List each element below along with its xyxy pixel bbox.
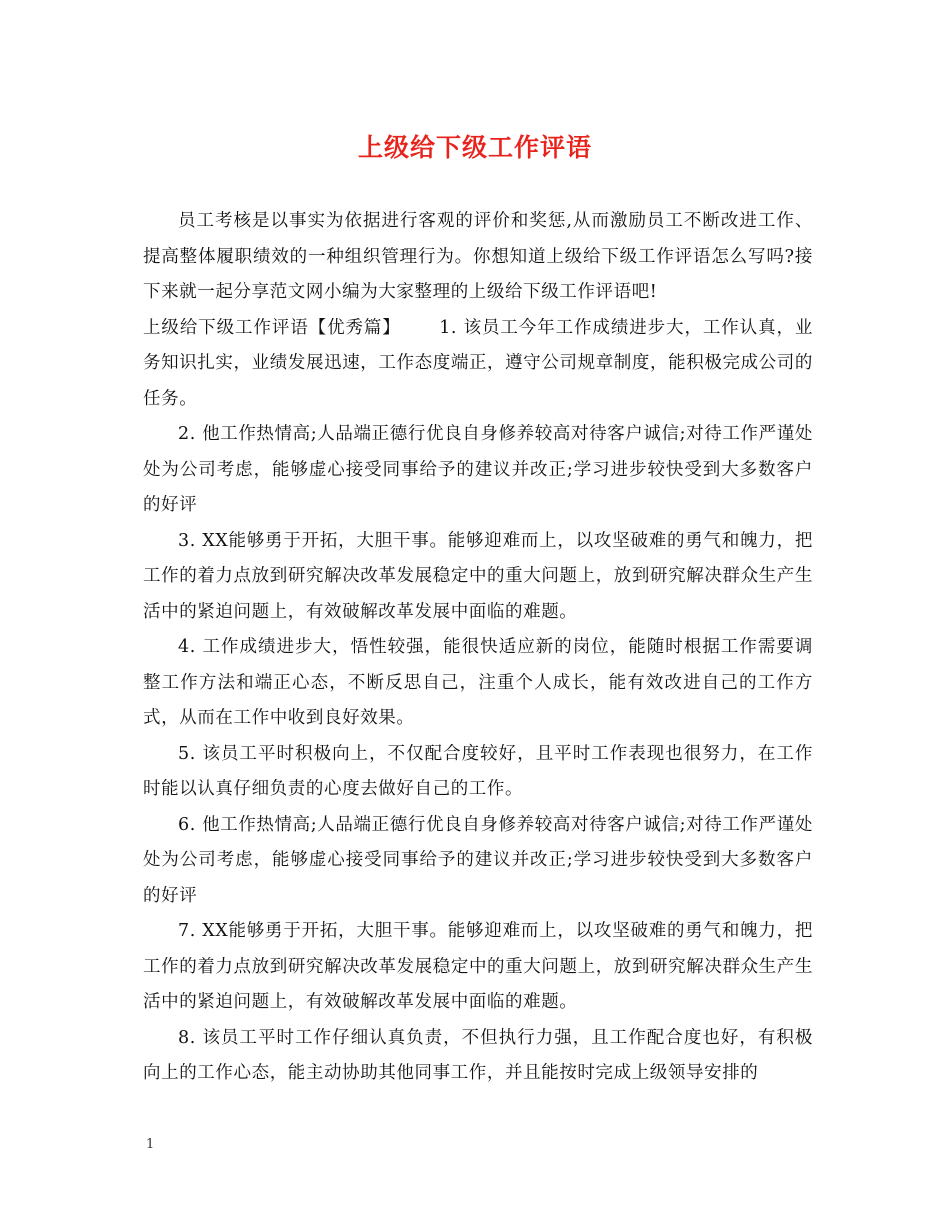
document-body <box>143 204 813 1092</box>
section-heading: 上级给下级工作评语【优秀篇】 <box>143 317 401 338</box>
list-item: 4. 工作成绩进步大，悟性较强，能很快适应新的岗位，能随时根据工作需要调整工作方法和端正心态，不断反思自己，注重个人成长，能有效改进自己的工作方式，从而在工作中收到良好效果。 <box>143 637 813 728</box>
list-item: 3. XX能够勇于开拓，大胆干事。能够迎难而上，以攻坚破难的勇气和魄力，把工作的着力点放到研究解决改革发展稳定中的重大问题上，放到研究解决群众生产生活中的紧迫问题上，有效破解改革发展中面临的难题。 <box>143 530 813 622</box>
list-item: 2. 他工作热情高;人品端正德行优良自身修养较高对待客户诚信;对待工作严谨处处为公司考虑，能够虚心接受同事给予的建议并改正;学习进步较快受到大多数客户的好评 <box>143 424 813 515</box>
list-item: 6. 他工作热情高;人品端正德行优良自身修养较高对待客户诚信;对待工作严谨处处为公司考虑，能够虚心接受同事给予的建议并改正;学习进步较快受到大多数客户的好评 <box>143 814 813 906</box>
intro-paragraph: 员工考核是以事实为依据进行客观的评价和奖惩,从而激励员工不断改进工作、提高整体履职绩效的一种组织管理行为。你想知道上级给下级工作评语怎么写吗?接下来就一起分享范文网小编为大家整理的上级给下级工作评语吧! <box>143 211 813 302</box>
list-item: 7. XX能够勇于开拓，大胆干事。能够迎难而上，以攻坚破难的勇气和魄力，把工作的着力点放到研究解决改革发展稳定中的重大问题上，放到研究解决群众生产生活中的紧迫问题上，有效破解改革发展中面临的难题。 <box>143 921 813 1012</box>
section-paragraph <box>143 311 813 418</box>
list-item: 8. 该员工平时工作仔细认真负责，不但执行力强，且工作配合度也好，有积极向上的工作心态，能主动协助其他同事工作，并且能按时完成上级领导安排的 <box>143 1027 813 1083</box>
list-item: 1. 该员工今年工作成绩进步大，工作认真，业务知识扎实，业绩发展迅速，工作态度端正，遵守公司规章制度，能积极完成公司的任务。 <box>143 317 813 409</box>
list-item: 5. 该员工平时积极向上，不仅配合度较好，且平时工作表现也很努力，在工作时能以认真仔细负责的心度去做好自己的工作。 <box>143 743 813 799</box>
document-title: 上级给下级工作评语 <box>357 133 592 162</box>
page-number: 1 <box>146 1137 155 1152</box>
